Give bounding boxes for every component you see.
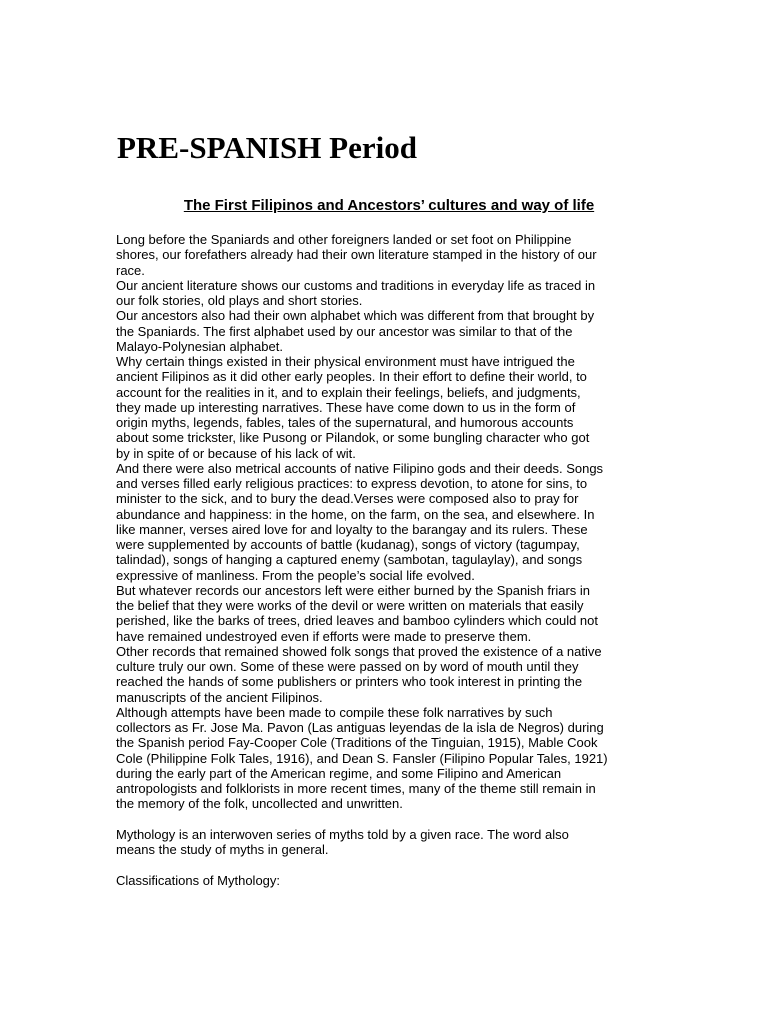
body-line: Although attempts have been made to compile these folk narratives by such — [116, 704, 553, 720]
body-line: Long before the Spaniards and other foreigners landed or set foot on Philippine — [116, 232, 572, 247]
body-line: talindad), songs of hanging a captured enemy (sambotan, tagulaylay), and songs — [116, 552, 583, 568]
body-line: Cole (Philippine Folk Tales, 1916), and Dean S. Fansler (Filipino Popular Tales, 1921) — [116, 750, 608, 766]
body-line: Other records that remained showed folk songs that proved the existence of a native — [116, 643, 602, 659]
blank-line — [116, 857, 676, 872]
body-line: race. — [116, 262, 145, 278]
blank-line — [116, 812, 676, 827]
body-line: the memory of the folk, uncollected and unwritten. — [116, 796, 403, 812]
body-line: abundance and happiness: in the home, on the farm, on the sea, and elsewhere. In — [116, 506, 595, 522]
page-title: PRE-SPANISH Period — [117, 130, 417, 165]
body-line: culture truly our own. Some of these were passed on by word of mouth until they — [116, 659, 579, 674]
body-line: account for the realities in it, and to explain their feelings, beliefs, and judgments, — [116, 384, 581, 400]
body-line: about some trickster, like Pusong or Pilandok, or some bungling character who got — [116, 430, 590, 446]
body-line: the Spaniards. The first alphabet used by our ancestor was similar to that of the — [116, 323, 573, 339]
body-line: origin myths, legends, fables, tales of the supernatural, and humorous accounts — [116, 415, 574, 430]
body-line: perished, like the barks of trees, dried leaves and bamboo cylinders which could not — [116, 613, 598, 629]
body-line: have remained undestroyed even if efforts were made to preserve them. — [116, 628, 532, 644]
body-line: they made up interesting narratives. These have come down to us in the form of — [116, 399, 576, 415]
body-line: Classifications of Mythology: — [116, 872, 281, 888]
body-line: But whatever records our ancestors left were either burned by the Spanish friars in — [116, 582, 591, 598]
body-line: the belief that they were works of the devil or were written on materials that easily — [116, 598, 584, 613]
body-line: during the early part of the American regime, and some Filipino and American — [116, 765, 562, 781]
body-line: minister to the sick, and to bury the dead.Verses were composed also to pray for — [116, 491, 579, 507]
body-text — [116, 232, 676, 888]
body-line: like manner, verses aired love for and loyalty to the barangay and its rulers. These — [116, 521, 588, 537]
body-line: Malayo-Polynesian alphabet. — [116, 338, 283, 354]
body-line: and verses filled early religious practices: to express devotion, to atone for sins, to — [116, 476, 588, 491]
body-line: Mythology is an interwoven series of myths told by a given race. The word also — [116, 826, 569, 842]
body-line: collectors as Fr. Jose Ma. Pavon (Las antiguas leyendas de la isla de Negros) during — [116, 720, 604, 735]
body-line: our folk stories, old plays and short stories. — [116, 293, 363, 308]
body-line: were supplemented by accounts of battle (kudanag), songs of victory (tagumpay, — [116, 537, 580, 552]
body-line: antropologists and folklorists in more recent times, many of the theme still remain in — [116, 781, 596, 796]
body-line: means the study of myths in general. — [116, 842, 329, 857]
body-line: reached the hands of some publishers or printers who took interest in printing the — [116, 674, 583, 690]
body-line: Why certain things existed in their physical environment must have intrigued the — [116, 354, 575, 369]
section-heading: The First Filipinos and Ancestors’ cultures and way of life — [183, 197, 595, 214]
body-line: Our ancient literature shows our customs and traditions in everyday life as traced in — [116, 277, 596, 293]
body-line: by in spite of or because of his lack of wit. — [116, 445, 356, 461]
body-line: the Spanish period Fay-Cooper Cole (Traditions of the Tinguian, 1915), Mable Cook — [116, 735, 598, 751]
body-line: ancient Filipinos as it did other early peoples. In their effort to define their world, to — [116, 369, 587, 385]
body-line: shores, our forefathers already had their own literature stamped in the history of our — [116, 247, 597, 263]
body-line: And there were also metrical accounts of native Filipino gods and their deeds. Songs — [116, 460, 604, 476]
body-line: Our ancestors also had their own alphabet which was different from that brought by — [116, 308, 595, 324]
body-line: manuscripts of the ancient Filipinos. — [116, 689, 323, 705]
body-line: expressive of manliness. From the people’s social life evolved. — [116, 567, 475, 583]
